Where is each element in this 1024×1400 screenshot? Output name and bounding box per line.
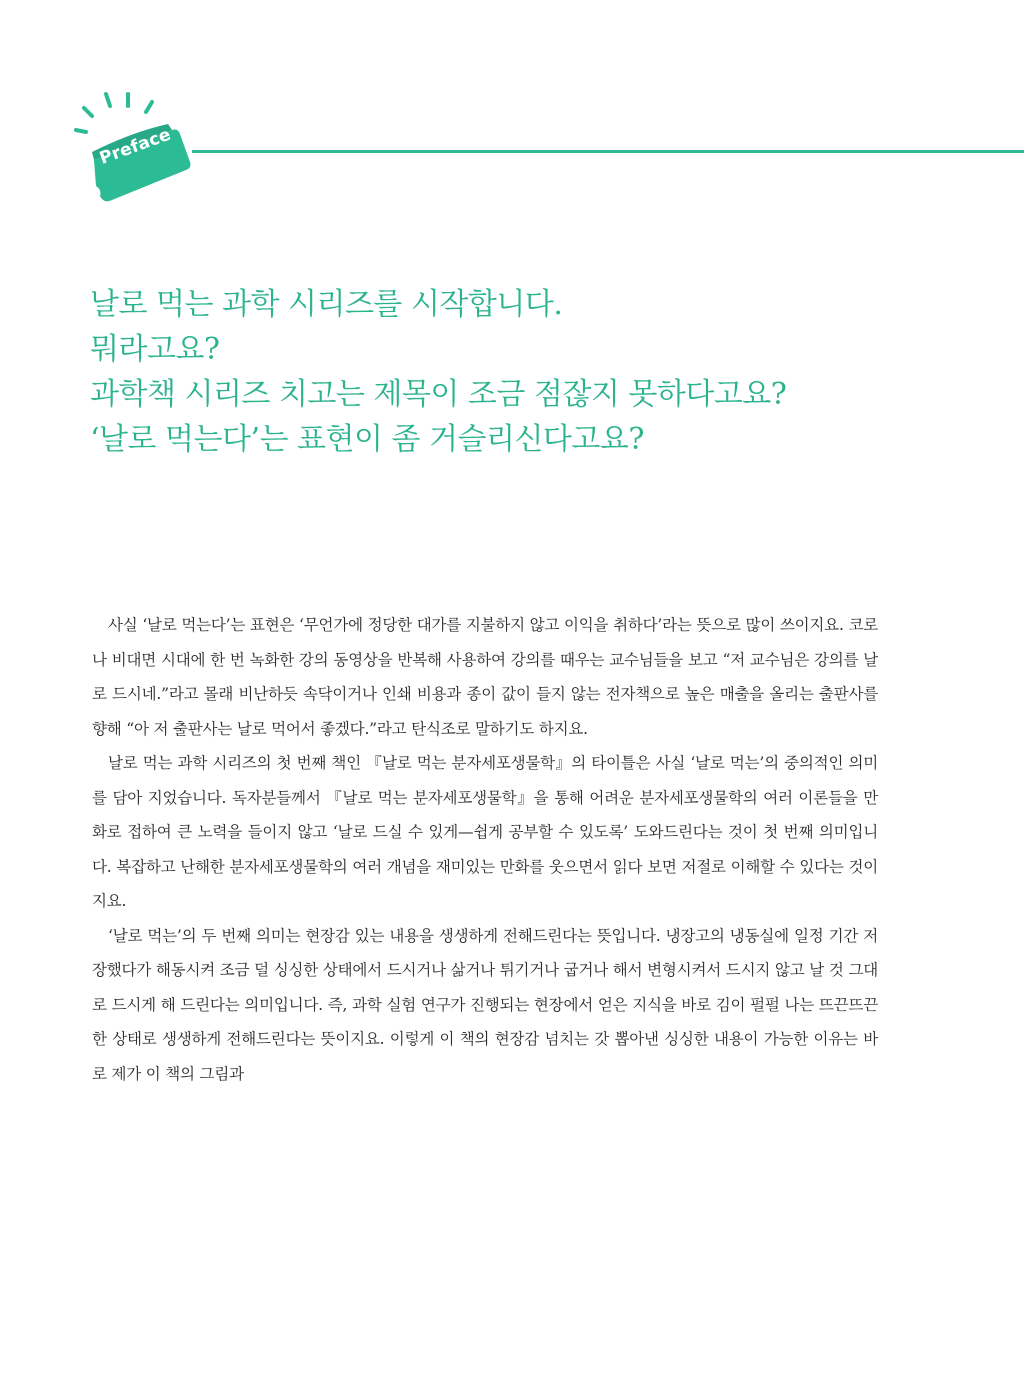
heading-line: ‘날로 먹는다’는 표현이 좀 거슬리신다고요? [90, 422, 644, 457]
body-paragraph: 사실 ‘날로 먹는다’는 표현은 ‘무언가에 정당한 대가를 지불하지 않고 이익을 취하다’라는 뜻으로 많이 쓰이지요. 코로나 비대면 시대에 한 번 녹화한 강의 동영상을 반복해 사용하여 강의를 때우는 교수님들을 보고 “저 교수님은 강의를 날로 드시네.”라고 몰래 비난하듯 속닥이거나 인쇄 비용과 종이 값이 들지 않는 전자책으로 높은 매출을 올리는 출판사를 향해 “아 저 출판사는 날로 먹어서 좋겠다.”라고 탄식조로 말하기도 하지요. [92, 616, 878, 738]
body-paragraph: 날로 먹는 과학 시리즈의 첫 번째 책인 『날로 먹는 분자세포생물학』의 타이틀은 사실 ‘날로 먹는’의 중의적인 의미를 담아 지었습니다. 독자분들께서 『날로 먹는 분자세포생물학』을 통해 어려운 분자세포생물학의 여러 이론들을 만화로 접하여 큰 노력을 들이지 않고 ‘날로 드실 수 있게—쉽게 공부할 수 있도록’ 도와드린다는 것이 첫 번째 의미입니다. 복잡하고 난해한 분자세포생물학의 여러 개념을 재미있는 만화를 웃으면서 읽다 보면 저절로 이해할 수 있다는 것이지요. [92, 754, 878, 910]
body-text [92, 608, 878, 1091]
preface-label: Preface [97, 124, 174, 169]
body-paragraph: ‘날로 먹는’의 두 번째 의미는 현장감 있는 내용을 생생하게 전해드린다는 뜻입니다. 냉장고의 냉동실에 일정 기간 저장했다가 해동시켜 조금 덜 싱싱한 상태에서 드시거나 삶거나 튀기거나 굽거나 해서 변형시켜서 드시지 않고 날 것 그대로 드시게 해 드린다는 의미입니다. 즉, 과학 실험 연구가 진행되는 현장에서 얻은 지식을 바로 김이 펄펄 나는 뜨끈뜨끈한 상태로 생생하게 전해드린다는 뜻이지요. 이렇게 이 책의 현장감 넘치는 갓 뽑아낸 싱싱한 내용이 가능한 이유는 바로 제가 이 책의 그림과 [92, 926, 878, 1083]
heading-line: 날로 먹는 과학 시리즈를 시작합니다. [90, 287, 563, 322]
heading-line: 뭐라고요? [90, 332, 220, 367]
header-rule [192, 150, 1024, 153]
heading-line: 과학책 시리즈 치고는 제목이 조금 점잖지 못하다고요? [90, 377, 787, 412]
heading-block [90, 282, 970, 462]
